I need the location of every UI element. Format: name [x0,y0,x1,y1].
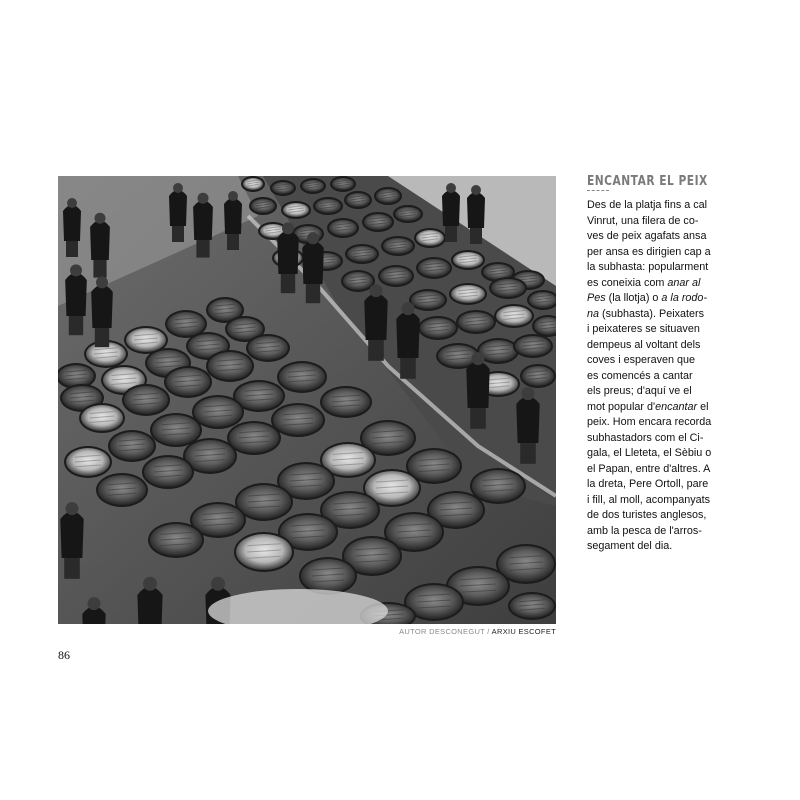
body-line [587,524,727,540]
fish-basket [58,365,94,387]
fish-basket [395,207,421,221]
fish-basket [243,178,263,190]
fish-basket [98,475,146,505]
fish-basket [126,328,166,352]
fish-basket [458,312,494,332]
fish-basket [167,312,205,336]
fish-basket [302,180,324,192]
body-text-segment: es coneixia com [587,276,668,289]
fish-basket [66,448,110,476]
body-text-segment: i peixateres se situaven [587,323,700,335]
fish-basket [376,189,400,203]
fish-basket [496,306,532,326]
fish-basket [81,405,123,431]
fish-basket [283,203,309,217]
italic-term: a la rodo- [661,292,708,304]
fish-basket [150,524,202,556]
fish-basket [166,368,210,396]
body-text-segment: ves de peix agafats ansa [587,230,707,242]
fish-basket [451,285,485,303]
fish-basket [236,534,292,570]
fish-basket [347,246,377,262]
fish-basket [322,388,370,416]
body-line [587,477,727,493]
fish-basket [411,291,445,309]
fish-basket [124,386,168,414]
fish-basket [498,546,554,582]
fish-basket [343,272,373,290]
fish-basket [152,415,200,445]
fish-basket [237,485,291,519]
fish-basket [529,292,556,308]
italic-term: na [587,307,600,320]
fish-basket [416,230,444,246]
fish-basket [472,470,524,502]
fish-basket [273,405,323,435]
body-line [587,276,727,292]
fish-basket [479,340,517,362]
body-line [587,198,727,214]
body-line [587,446,727,462]
fish-basket [251,199,275,213]
body-text-segment: (subhasta). Peixaters [599,307,705,320]
body-text-segment: el [697,400,709,413]
fish-basket [110,432,154,460]
body-text-segment: el Papan, entre d'altres. A [587,462,711,475]
body-text-segment: segament del dia. [587,540,673,552]
body-line [587,462,727,478]
body-text-segment: de dos turistes anglesos, [587,509,707,521]
fish-basket [522,366,554,386]
body-text-segment: peix. Hom encara recorda [587,416,712,428]
fish-basket [229,423,279,453]
fish-basket [248,336,288,360]
fish-auction-photo [58,176,556,624]
photo-author: AUTOR DESCONEGUT [399,627,485,636]
fish-basket [208,352,252,380]
body-text-segment: (la llotja) o [605,292,662,304]
body-line [587,539,727,555]
body-line [587,245,727,261]
body-text-segment: per ansa es dirigien cap a [587,245,711,258]
fish-basket [420,318,456,338]
body-line [587,400,727,416]
body-line [587,291,727,307]
body-text-segment: subhastadors com el Ci- [587,431,704,444]
fish-basket [346,193,370,207]
body-text-segment: la dreta, Pere Ortoll, pare [587,478,709,490]
fish-basket [364,214,392,230]
body-line [587,415,727,431]
fish-basket [329,220,357,236]
body-line [587,322,727,338]
body-line [587,369,727,385]
fish-basket [380,267,412,285]
body-text-segment: es comencés a cantar [587,369,693,382]
body-text-segment: amb la pesca de l'arros- [587,524,702,537]
body-line [587,493,727,509]
fish-basket [418,259,450,277]
photo-credit [58,627,556,636]
body-text-segment: coves i esperaven que [587,354,696,366]
body-line [587,353,727,369]
heading-divider [587,190,609,191]
fish-basket [279,363,325,391]
article-sidebar [587,174,727,555]
body-line [587,508,727,524]
body-line [587,307,727,323]
body-text-segment: la subhasta: popularment [587,261,709,273]
photo-archive: ARXIU ESCOFET [491,627,556,636]
body-line [587,260,727,276]
body-text-segment: Vinrut, una filera de co- [587,214,699,227]
fish-basket [194,397,242,427]
fish-basket [301,559,355,593]
fish-basket [491,279,525,297]
fish-basket [332,178,354,190]
article-body [587,198,727,555]
fish-basket [315,199,341,213]
italic-term: Pes [587,292,606,304]
fish-basket [383,238,413,254]
body-text-segment: dempeus al voltant dels [587,338,701,351]
body-line [587,214,727,230]
fish-basket [144,457,192,487]
body-text-segment: Des de la platja fins a cal [587,199,708,211]
body-text-segment: els preus; d'aquí ve el [587,385,692,397]
body-line [587,431,727,447]
fish-basket [515,336,551,356]
italic-term: anar al [667,276,701,289]
body-text-segment: gala, el Lleteta, el Sèbiu o [587,447,712,459]
body-line [587,384,727,400]
italic-term: encantar [655,400,698,413]
article-heading: ENCANTAR EL PEIX [587,174,708,189]
fish-basket [510,594,554,618]
fish-basket [272,182,294,194]
body-line [587,229,727,245]
body-text-segment: i fill, al moll, acompanyats [587,493,711,506]
page-number: 86 [58,648,70,662]
body-text-segment: mot popular d' [587,400,656,413]
credit-separator: / [484,627,492,636]
body-line [587,338,727,354]
fish-basket [453,252,483,268]
